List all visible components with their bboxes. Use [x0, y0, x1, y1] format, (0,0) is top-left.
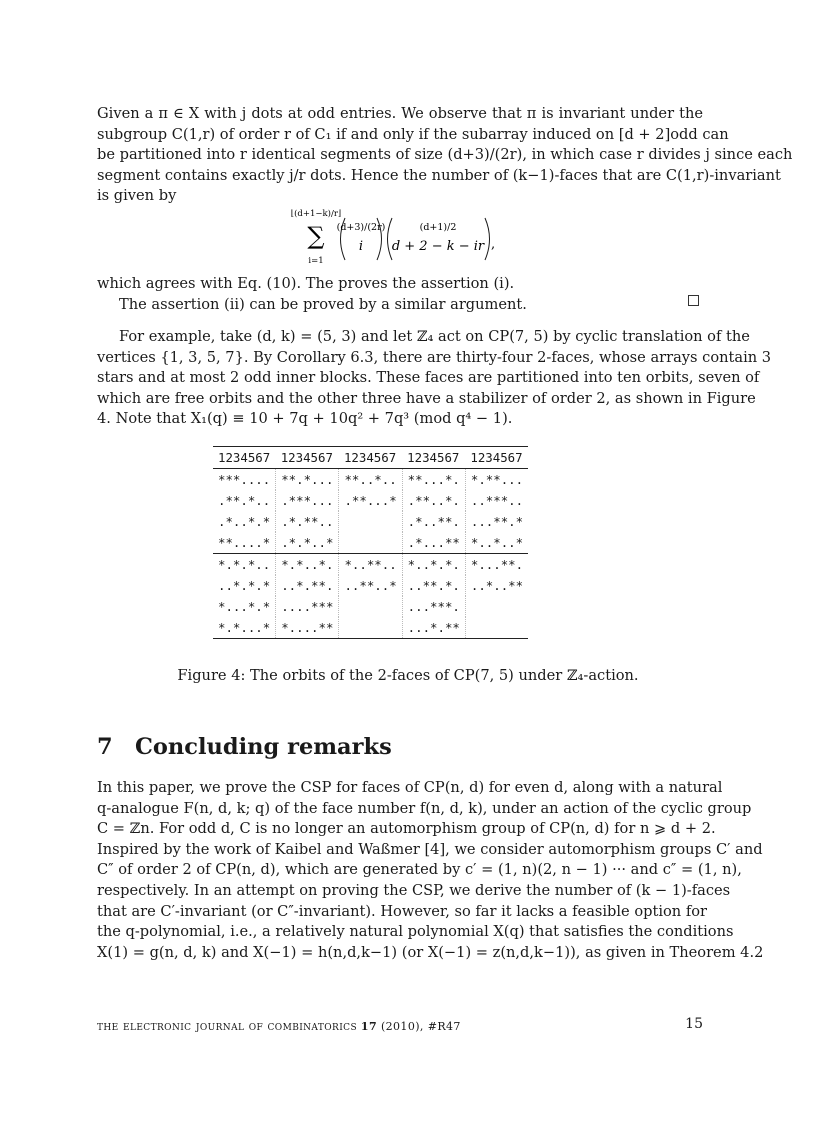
table-cell [339, 617, 402, 639]
text-line: C″ of order 2 of CP(n, d), which are generated by c′ = (1, n)(2, n − 1) ··· and c″ = (1, n), [97, 861, 742, 879]
table-cell: .*.**.. [276, 511, 339, 532]
binomial-top: (d+1)/2 [419, 222, 457, 233]
text-line: X(1) = g(n, d, k) and X(−1) = h(n,d,k−1) (or X(−1) = z(n,d,k−1)), as given in Theorem 4.2 [97, 943, 764, 961]
table-cell: .**.*.. [218, 493, 271, 508]
qed-square-icon [688, 295, 699, 306]
table-cell: **...*. [402, 469, 465, 491]
table-cell: ..*.*.* [218, 578, 271, 593]
section-title: Concluding remarks [135, 734, 392, 760]
text-line: which agrees with Eq. (10). The proves the assertion (i). [97, 275, 515, 292]
table-cell: ..*.**. [276, 575, 339, 596]
table-row [213, 511, 528, 532]
table-row [213, 554, 528, 576]
table-cell: *.*..*. [276, 554, 339, 576]
table-cell: *..*..* [465, 532, 528, 554]
sum-sign-icon: ∑ [307, 222, 325, 250]
text-line: Given a π ∈ X with j dots at odd entries. We observe that π is invariant under the [97, 105, 703, 122]
table-cell: .***... [276, 490, 339, 511]
text-line: the q-polynomial, i.e., a relatively natural polynomial X(q) that satisfies the conditions [97, 923, 734, 941]
table-row [213, 596, 528, 617]
binomial-bottom: i [358, 239, 364, 254]
text-line: segment contains exactly j/r dots. Hence the number of (k−1)-faces that are C(1,r)-invariant [97, 166, 781, 184]
text-line: C = ℤn. For odd d, C is no longer an automorphism group of CP(n, d) for n ⩾ d + 2. [97, 820, 716, 838]
table-row [213, 532, 528, 554]
table-cell [465, 617, 528, 639]
text-line: vertices {1, 3, 5, 7}. By Corollary 6.3, there are thirty-four 2-faces, whose arrays contain 3 [97, 348, 772, 366]
paragraph-example [97, 327, 772, 430]
table-cell: ...*.** [402, 617, 465, 639]
text-line: 4. Note that X₁(q) ≡ 10 + 7q + 10q² + 7q³ (mod q⁴ − 1). [97, 410, 513, 428]
table-row [213, 469, 528, 491]
journal-volume: 17 [360, 1020, 378, 1033]
page-number: 15 [685, 1016, 703, 1032]
text-line: subgroup C(1,r) of order r of C₁ if and only if the subarray induced on [d + 2]odd can [97, 125, 729, 143]
table-cell: ..***.. [465, 490, 528, 511]
text-line: Inspired by the work of Kaibel and Waßmer [4], we consider automorphism groups C′ and [97, 840, 763, 858]
section-number: 7 [97, 734, 113, 760]
column-header: 1234567 [213, 447, 276, 469]
table-cell: *.*.*.. [213, 554, 276, 576]
paragraph-invariance [97, 104, 793, 207]
table-cell: ...***. [402, 596, 465, 617]
table-cell: **.*... [276, 469, 339, 491]
column-header: 1234567 [402, 447, 465, 469]
text-line: which are free orbits and the other three have a stabilizer of order 2, as shown in Figure [97, 389, 756, 407]
figure-caption: Figure 4: The orbits of the 2-faces of CP(7, 5) under ℤ₄-action. [177, 667, 639, 684]
right-paren-icon [485, 218, 490, 260]
column-header: 1234567 [276, 447, 339, 469]
table-cell: *....** [276, 617, 339, 639]
summation-formula [285, 206, 545, 268]
orbits-table [213, 446, 528, 639]
binomial-top: (d+3)/(2r) [336, 222, 386, 233]
table-cell: **..*.. [339, 469, 402, 491]
table-cell: *...*.* [218, 599, 271, 614]
text-line: be partitioned into r identical segments of size (d+3)/(2r), in which case r divides j since each [97, 146, 793, 164]
paragraph-assertions [97, 274, 703, 315]
table-cell: *.**... [465, 469, 528, 491]
text-line: respectively. In an attempt on proving the CSP, we derive the number of (k − 1)-faces [97, 881, 731, 899]
text-line: For example, take (d, k) = (5, 3) and let ℤ₄ act on CP(7, 5) by cyclic translation of the [119, 328, 750, 345]
text-line: is given by [97, 187, 177, 205]
column-header: 1234567 [339, 447, 402, 469]
table-header-row [213, 447, 528, 469]
table-cell: .*..**. [402, 511, 465, 532]
formula-comma: , [491, 237, 496, 252]
table-cell: ..**.*. [402, 575, 465, 596]
table-cell: .*.*..* [276, 532, 339, 554]
journal-name: the electronic journal of combinatorics [97, 1018, 358, 1033]
journal-issue: (2010), #R47 [380, 1020, 461, 1033]
binomial-bottom: d + 2 − k − ir [391, 239, 485, 254]
journal-footer [97, 1018, 461, 1033]
section-heading [97, 734, 392, 760]
table-cell: .*...** [402, 532, 465, 554]
table-cell: ..**..* [339, 575, 402, 596]
table-cell [339, 532, 402, 554]
table-row [213, 617, 528, 639]
table-row [213, 490, 528, 511]
column-header: 1234567 [465, 447, 528, 469]
table-cell: .*..*.* [218, 514, 271, 529]
table-cell: ....*** [276, 596, 339, 617]
table-cell: .**...* [339, 490, 402, 511]
table-cell: **....* [218, 535, 271, 550]
table-cell: *..*.*. [402, 554, 465, 576]
table-cell [465, 596, 528, 617]
text-line: stars and at most 2 odd inner blocks. These faces are partitioned into ten orbits, seven of [97, 369, 760, 387]
text-line: q-analogue F(n, d, k; q) of the face number f(n, d, k), under an action of the cyclic group [97, 799, 752, 817]
table-cell [339, 596, 402, 617]
paragraph-conclusion [97, 778, 764, 963]
table-cell: *..**.. [339, 554, 402, 576]
table-cell: ***.... [218, 472, 271, 487]
table-cell: ..*..** [465, 575, 528, 596]
text-line: The assertion (ii) can be proved by a similar argument. [119, 295, 527, 313]
sum-lower-limit: i=1 [308, 256, 324, 266]
text-line: In this paper, we prove the CSP for faces of CP(n, d) for even d, along with a natural [97, 779, 723, 796]
table-row [213, 575, 528, 596]
sum-upper-limit: ⌊(d+1−k)/r⌋ [290, 209, 342, 219]
table-cell: *.*...* [213, 617, 276, 639]
text-line: that are C′-invariant (or C″-invariant). However, so far it lacks a feasible option for [97, 902, 707, 920]
table-cell: ...**.* [465, 511, 528, 532]
table-cell: *...**. [465, 554, 528, 576]
table-cell: .**..*. [402, 490, 465, 511]
table-cell [339, 511, 402, 532]
